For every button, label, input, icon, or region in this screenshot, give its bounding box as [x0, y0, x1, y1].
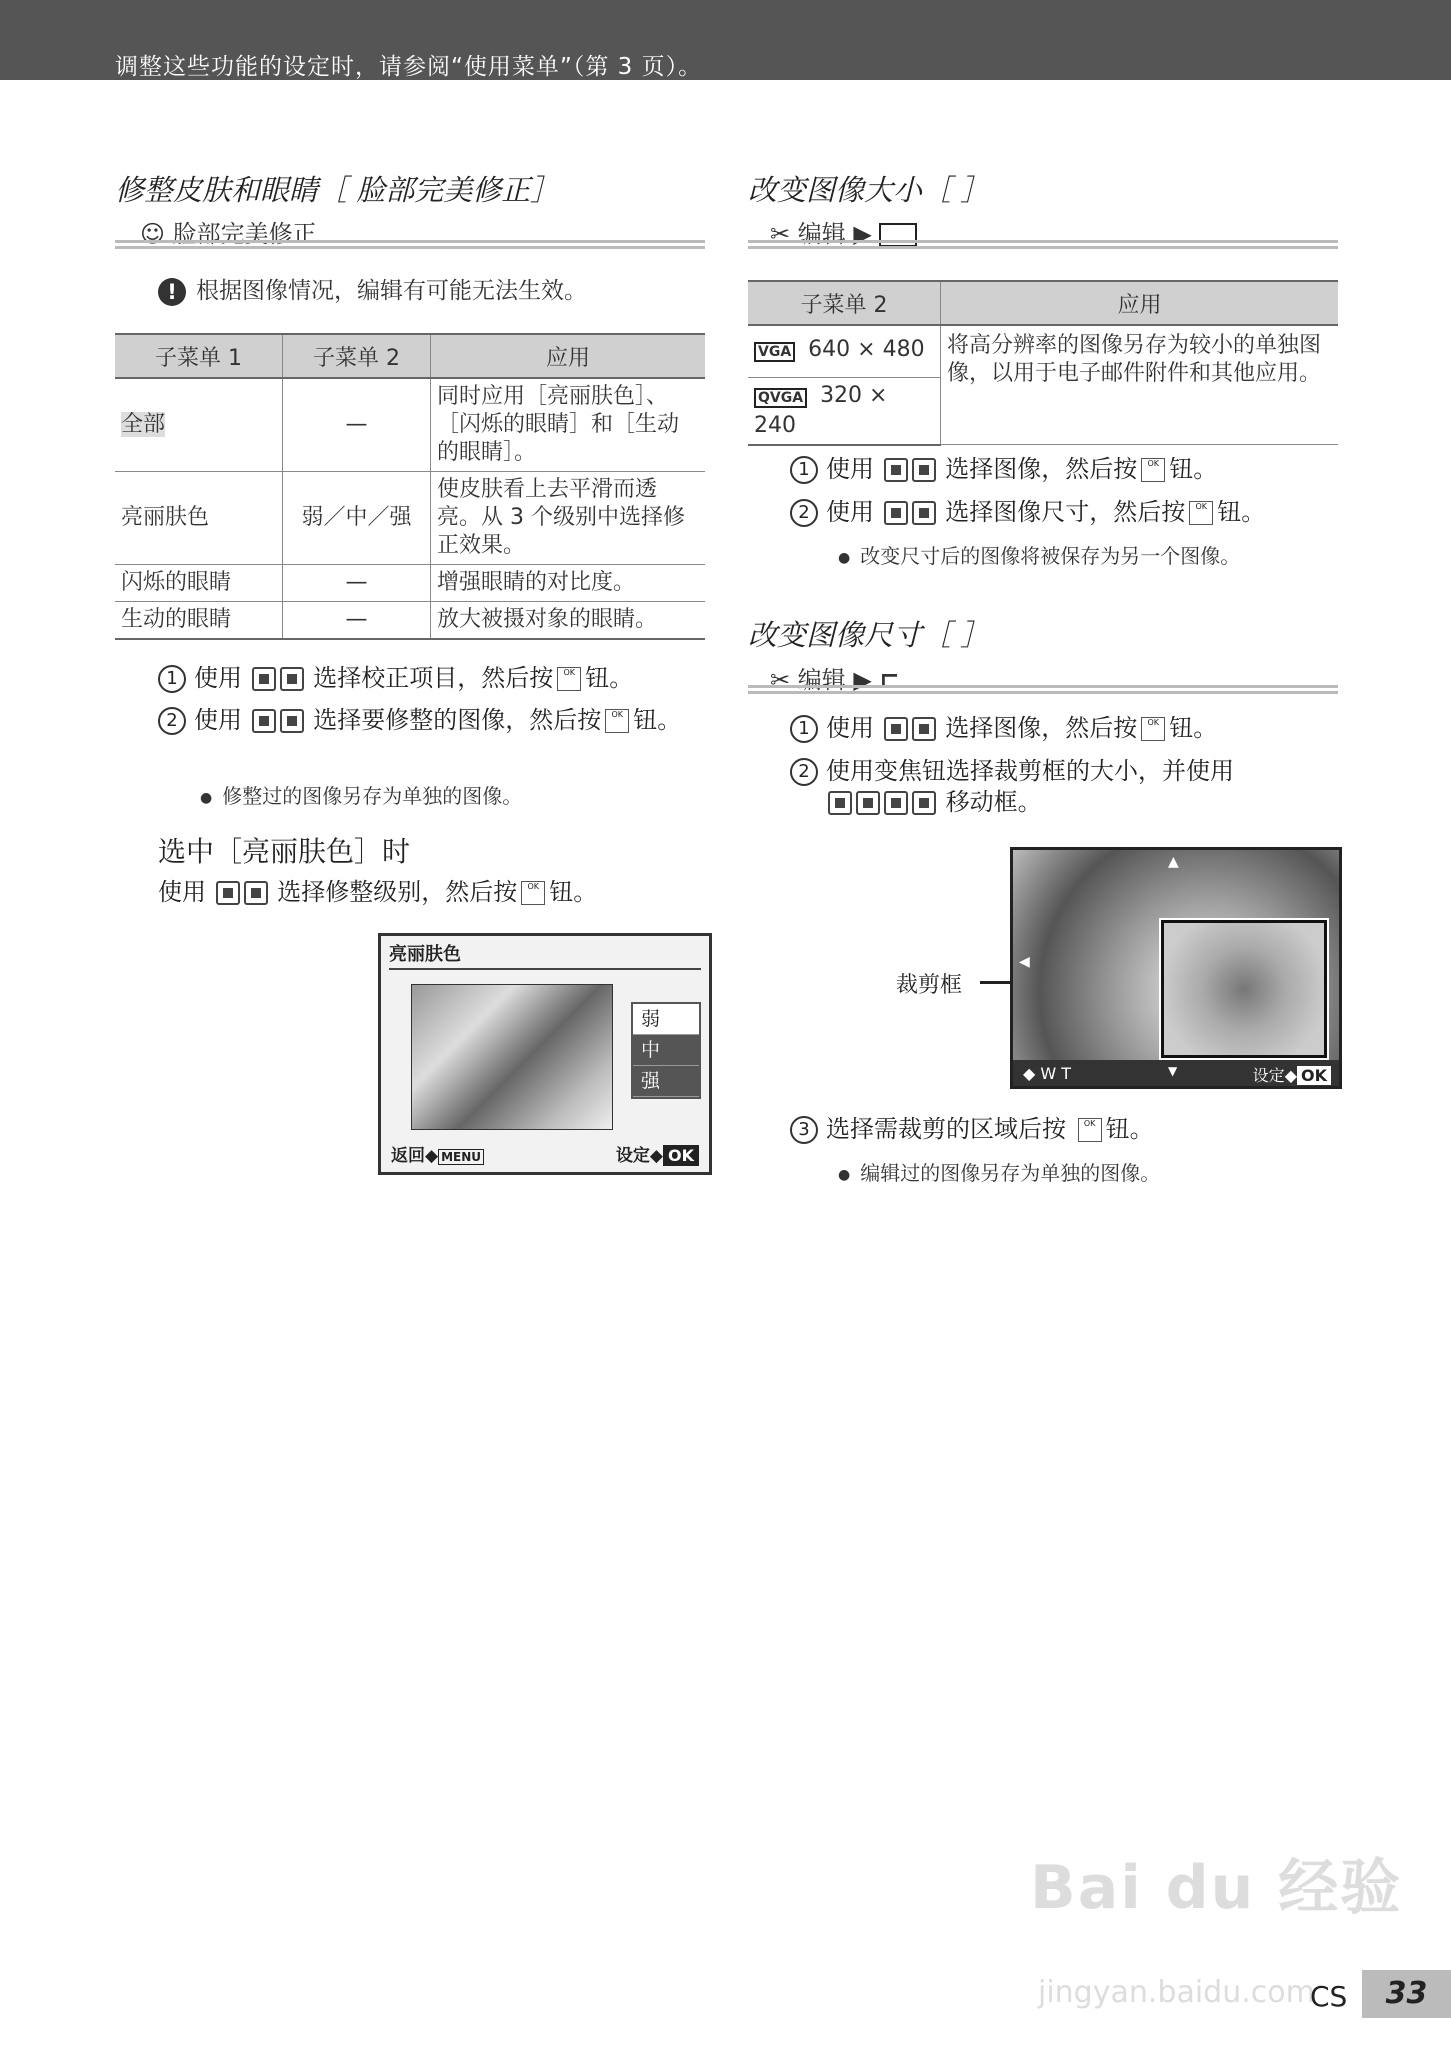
cell: 同时应用［亮丽肤色］、［闪烁的眼睛］和［生动的眼睛］。: [431, 378, 706, 472]
size-value: 640 × 480: [808, 337, 925, 363]
table-row: [115, 602, 705, 640]
crop-step-3: 3 选择需裁剪的区域后按 OK 钮。: [790, 1113, 1154, 1145]
col-header: 子菜单 2: [748, 281, 941, 325]
size-value: 320 × 240: [754, 382, 888, 438]
direction-key-icon: [252, 667, 276, 691]
watermark-url: jingyan.baidu.com: [1038, 1975, 1315, 2010]
cell: 增强眼睛的对比度。: [431, 565, 706, 602]
direction-key-icon: [216, 881, 240, 905]
header-text: 调整这些功能的设定时，请参阅“使用菜单”（第 3 页）。: [115, 54, 703, 80]
table-row: [115, 472, 705, 565]
page-number: 33: [1362, 1970, 1451, 2018]
flash-key-icon: [912, 458, 936, 482]
caution-note: ! 根据图像情况，编辑有可能无法生效。: [158, 272, 587, 306]
section-title-crop: 改变图像尺寸［ ］: [748, 618, 990, 652]
level-option[interactable]: 弱: [633, 1004, 699, 1035]
ok-func-key-icon: OK: [1078, 1118, 1102, 1142]
ok-func-key-icon: OK: [1141, 458, 1165, 482]
direction-key-icon: [884, 501, 908, 525]
down-arrow-icon: ▼: [1168, 1064, 1178, 1078]
qvga-badge: QVGA: [754, 388, 807, 408]
top-banner: [0, 0, 1451, 80]
ok-func-key-icon: OK: [1189, 501, 1213, 525]
submenu-path: ☺ 脸部完美修正: [140, 220, 317, 248]
up-arrow-icon: ▲: [1168, 854, 1179, 870]
macro-key-icon: [884, 458, 908, 482]
resize-table: [748, 280, 1338, 446]
resize-path: ✂ 编辑 ▶: [770, 214, 917, 249]
caution-icon: !: [158, 278, 186, 306]
col-header: 应用: [431, 334, 706, 378]
cell: 全部: [121, 412, 166, 437]
ok-func-key-icon: OK: [521, 881, 545, 905]
col-header: 应用: [941, 281, 1339, 325]
col-header: 子菜单 1: [115, 334, 283, 378]
section-rule: [748, 685, 1338, 694]
bullet-note: ● 改变尺寸后的图像将被保存为另一个图像。: [838, 540, 1240, 569]
level-option[interactable]: 强: [633, 1066, 699, 1097]
crop-path: ✂ 编辑 ▶ ⊏: [770, 666, 900, 694]
macro-key-icon: [884, 791, 908, 815]
crop-step-2-cont: 移动框。: [826, 786, 1042, 818]
cell: —: [283, 378, 431, 472]
flash-key-icon: [912, 717, 936, 741]
cell: 生动的眼睛: [115, 602, 283, 640]
cell: —: [283, 565, 431, 602]
language-code: CS: [1310, 1980, 1348, 2013]
level-menu: [631, 1002, 701, 1099]
macro-key-icon: [884, 717, 908, 741]
scissors-icon: ✂: [770, 220, 798, 248]
section-rule: [115, 240, 705, 249]
timer-key-icon: [244, 881, 268, 905]
timer-key-icon: [280, 667, 304, 691]
timer-key-icon: [912, 501, 936, 525]
cell: 闪烁的眼睛: [115, 565, 283, 602]
table-row: [748, 325, 1338, 377]
resize-step-2: 2 使用 选择图像尺寸，然后按 OK 钮。: [790, 496, 1265, 528]
ok-func-key-icon: OK: [605, 709, 629, 733]
resize-step-1: 1 使用 选择图像，然后按 OK 钮。: [790, 453, 1217, 485]
section-title-resize: 改变图像大小［ ］: [748, 173, 990, 207]
crop-step-1: 1 使用 选择图像，然后按 OK 钮。: [790, 712, 1217, 744]
cell: —: [283, 602, 431, 640]
back-hint: 返回◆ MENU: [391, 1141, 484, 1166]
ok-func-key-icon: OK: [557, 667, 581, 691]
direction-key-icon: [828, 791, 852, 815]
section-title-face-retouch: 修整皮肤和眼睛［ 脸部完美修正］: [115, 173, 560, 207]
scissors-icon: ✂: [770, 666, 798, 694]
col-header: 子菜单 2: [283, 334, 431, 378]
subsection-title: 选中［亮丽肤色］时: [158, 835, 411, 868]
camera-screen-crop: [1010, 847, 1342, 1089]
cell: 亮丽肤色: [115, 472, 283, 565]
table-row: [115, 565, 705, 602]
macro-key-icon: [252, 709, 276, 733]
ok-func-key-icon: OK: [1141, 717, 1165, 741]
step-2: 2 使用 选择要修整的图像，然后按 OK 钮。: [158, 704, 681, 736]
crop-frame[interactable]: [1161, 920, 1327, 1058]
subsection-text: 使用 选择修整级别，然后按 OK 钮。: [158, 878, 598, 906]
crop-step-2: 2 使用变焦钮选择裁剪框的大小，并使用: [790, 755, 1234, 787]
face-options-table: [115, 333, 705, 640]
photo-thumbnail: [411, 984, 613, 1130]
step-1: 1 使用 选择校正项目，然后按 OK 钮。: [158, 662, 633, 694]
zoom-hint: ◆ W T: [1023, 1064, 1072, 1083]
screen-title: 亮丽肤色: [389, 944, 461, 965]
cell: 放大被摄对象的眼睛。: [431, 602, 706, 640]
bullet-note: ● 编辑过的图像另存为单独的图像。: [838, 1157, 1160, 1186]
vga-badge: VGA: [754, 342, 795, 362]
bullet-note: ● 修整过的图像另存为单独的图像。: [200, 780, 522, 809]
table-row: [115, 378, 705, 472]
set-hint: 设定◆ OK: [1253, 1063, 1331, 1086]
set-hint: 设定◆ OK: [616, 1141, 699, 1166]
flash-key-icon: [280, 709, 304, 733]
crop-icon: ⊏: [879, 666, 900, 694]
screen-status-bar: [1013, 1060, 1339, 1086]
cell: 弱／中／强: [283, 472, 431, 565]
watermark-logo: Bai du 经验: [1030, 1853, 1403, 1923]
level-option[interactable]: 中: [633, 1035, 699, 1066]
label-leader-line: [980, 981, 1014, 984]
timer-key-icon: [856, 791, 880, 815]
camera-screen-skin: [378, 933, 712, 1175]
section-rule: [748, 240, 1338, 249]
left-arrow-icon: ◀: [1019, 954, 1030, 970]
apply-cell: 将高分辨率的图像另存为较小的单独图像，以用于电子邮件附件和其他应用。: [941, 325, 1339, 445]
cell: 使皮肤看上去平滑而透亮。从 3 个级别中选择修正效果。: [431, 472, 706, 565]
crop-frame-label: 裁剪框: [896, 973, 963, 998]
flash-key-icon: [912, 791, 936, 815]
face-icon: ☺: [140, 220, 173, 248]
